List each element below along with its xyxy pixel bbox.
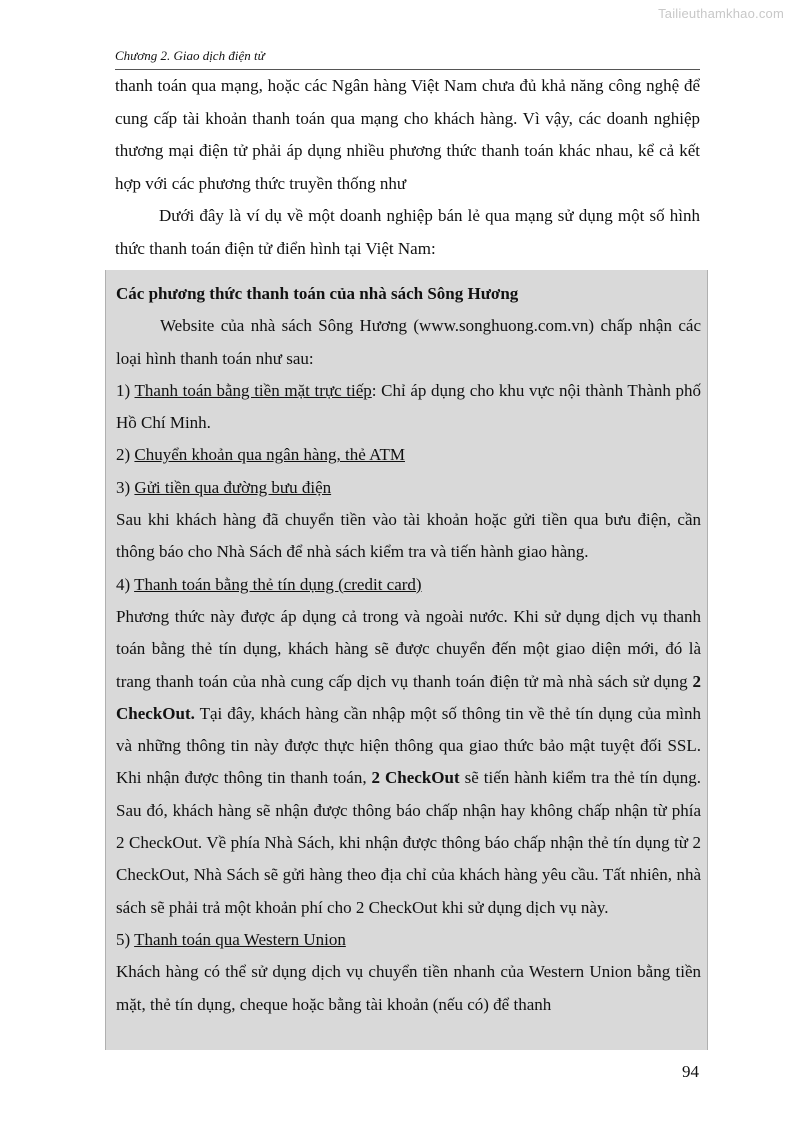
method-2-label: Chuyển khoản qua ngân hàng, thẻ ATM (134, 445, 405, 465)
method-5 (116, 924, 701, 956)
method-4-provider-bold-2: 2 CheckOut (371, 768, 460, 788)
method-4-text-e: sẽ tiến hành kiểm tra thẻ tín dụng. Sau đó, khách hàng sẽ nhận được thông báo chấp nhận hay không chấp nhận từ phía 2 CheckOut. Về phía Nhà Sách, khi nhận được thông báo chấp nhận thẻ tín dụng từ 2 CheckOut, Nhà Sách sẽ gửi hàng theo địa chỉ của khách hàng yêu cầu. Tất nhiên, nhà sách sẽ phải trả một khoản phí cho 2 CheckOut khi sử dụng dịch vụ này. (116, 768, 701, 917)
method-1-number: 1) (116, 380, 135, 400)
method-5-number: 5) (116, 929, 135, 949)
method-2 (116, 439, 701, 471)
chapter-header: Chương 2. Giao dịch điện tử (115, 48, 700, 70)
method-5-description: Khách hàng có thể sử dụng dịch vụ chuyển tiền nhanh của Western Union bằng tiền mặt, thẻ tín dụng, cheque hoặc bằng tài khoản (nếu có) để thanh (116, 962, 701, 1014)
method-1 (116, 375, 701, 440)
method-3-number: 3) (116, 477, 135, 497)
body-text (115, 70, 700, 265)
method-4 (116, 569, 701, 601)
method-3-description: Sau khi khách hàng đã chuyển tiền vào tài khoản hoặc gửi tiền qua bưu điện, cần thông báo cho Nhà Sách để nhà sách kiểm tra và tiến hành giao hàng. (116, 510, 701, 562)
method-4-text-c: Tại đây, khách hàng cần nhập một số thông tin về thẻ tín dụng của mình và những thông tin này được thực hiện thông qua giao thức bảo mật tuyệt đối SSL. Khi nhận được thông tin thanh toán, (116, 703, 701, 788)
payment-methods-box (105, 270, 708, 1050)
method-2-number: 2) (116, 445, 135, 465)
method-3 (116, 472, 701, 504)
method-4-provider-bold-1: 2 CheckOut. (116, 671, 701, 723)
method-4-label: Thanh toán bằng thẻ tín dụng (credit card) (134, 574, 422, 594)
method-1-description: : Chỉ áp dụng cho khu vực nội thành Thành phố Hồ Chí Minh. (116, 380, 702, 433)
method-5-label: Thanh toán qua Western Union (134, 929, 346, 949)
box-intro: Website của nhà sách Sông Hương (www.songhuong.com.vn) chấp nhận các loại hình thanh toán như sau: (116, 316, 701, 368)
box-title: Các phương thức thanh toán của nhà sách Sông Hương (116, 284, 519, 303)
page-number: 94 (682, 1062, 699, 1081)
intro-paragraph-1: thanh toán qua mạng, hoặc các Ngân hàng Việt Nam chưa đủ khả năng công nghệ để cung cấp tài khoản thanh toán qua mạng cho khách hàng. Vì vậy, các doanh nghiệp thương mại điện tử phải áp dụng nhiều phương thức thanh toán khác nhau, kể cả kết hợp với các phương thức truyền thống như (115, 76, 700, 193)
watermark: Tailieuthamkhao.com (658, 6, 784, 21)
method-4-number: 4) (116, 574, 135, 594)
intro-paragraph-2: Dưới đây là ví dụ về một doanh nghiệp bán lẻ qua mạng sử dụng một số hình thức thanh toán điện tử điển hình tại Việt Nam: (115, 206, 700, 258)
method-4-description (116, 601, 701, 924)
method-4-text-a: Phương thức này được áp dụng cả trong và ngoài nước. Khi sử dụng dịch vụ thanh toán bằng thẻ tín dụng, khách hàng sẽ được chuyển đến một giao diện mới, đó là trang thanh toán của nhà cung cấp dịch vụ thanh toán điện tử mà nhà sách sử dụng (116, 606, 701, 691)
method-1-label: Thanh toán bằng tiền mặt trực tiếp (134, 380, 372, 400)
method-3-label: Gửi tiền qua đường bưu điện (134, 477, 332, 497)
